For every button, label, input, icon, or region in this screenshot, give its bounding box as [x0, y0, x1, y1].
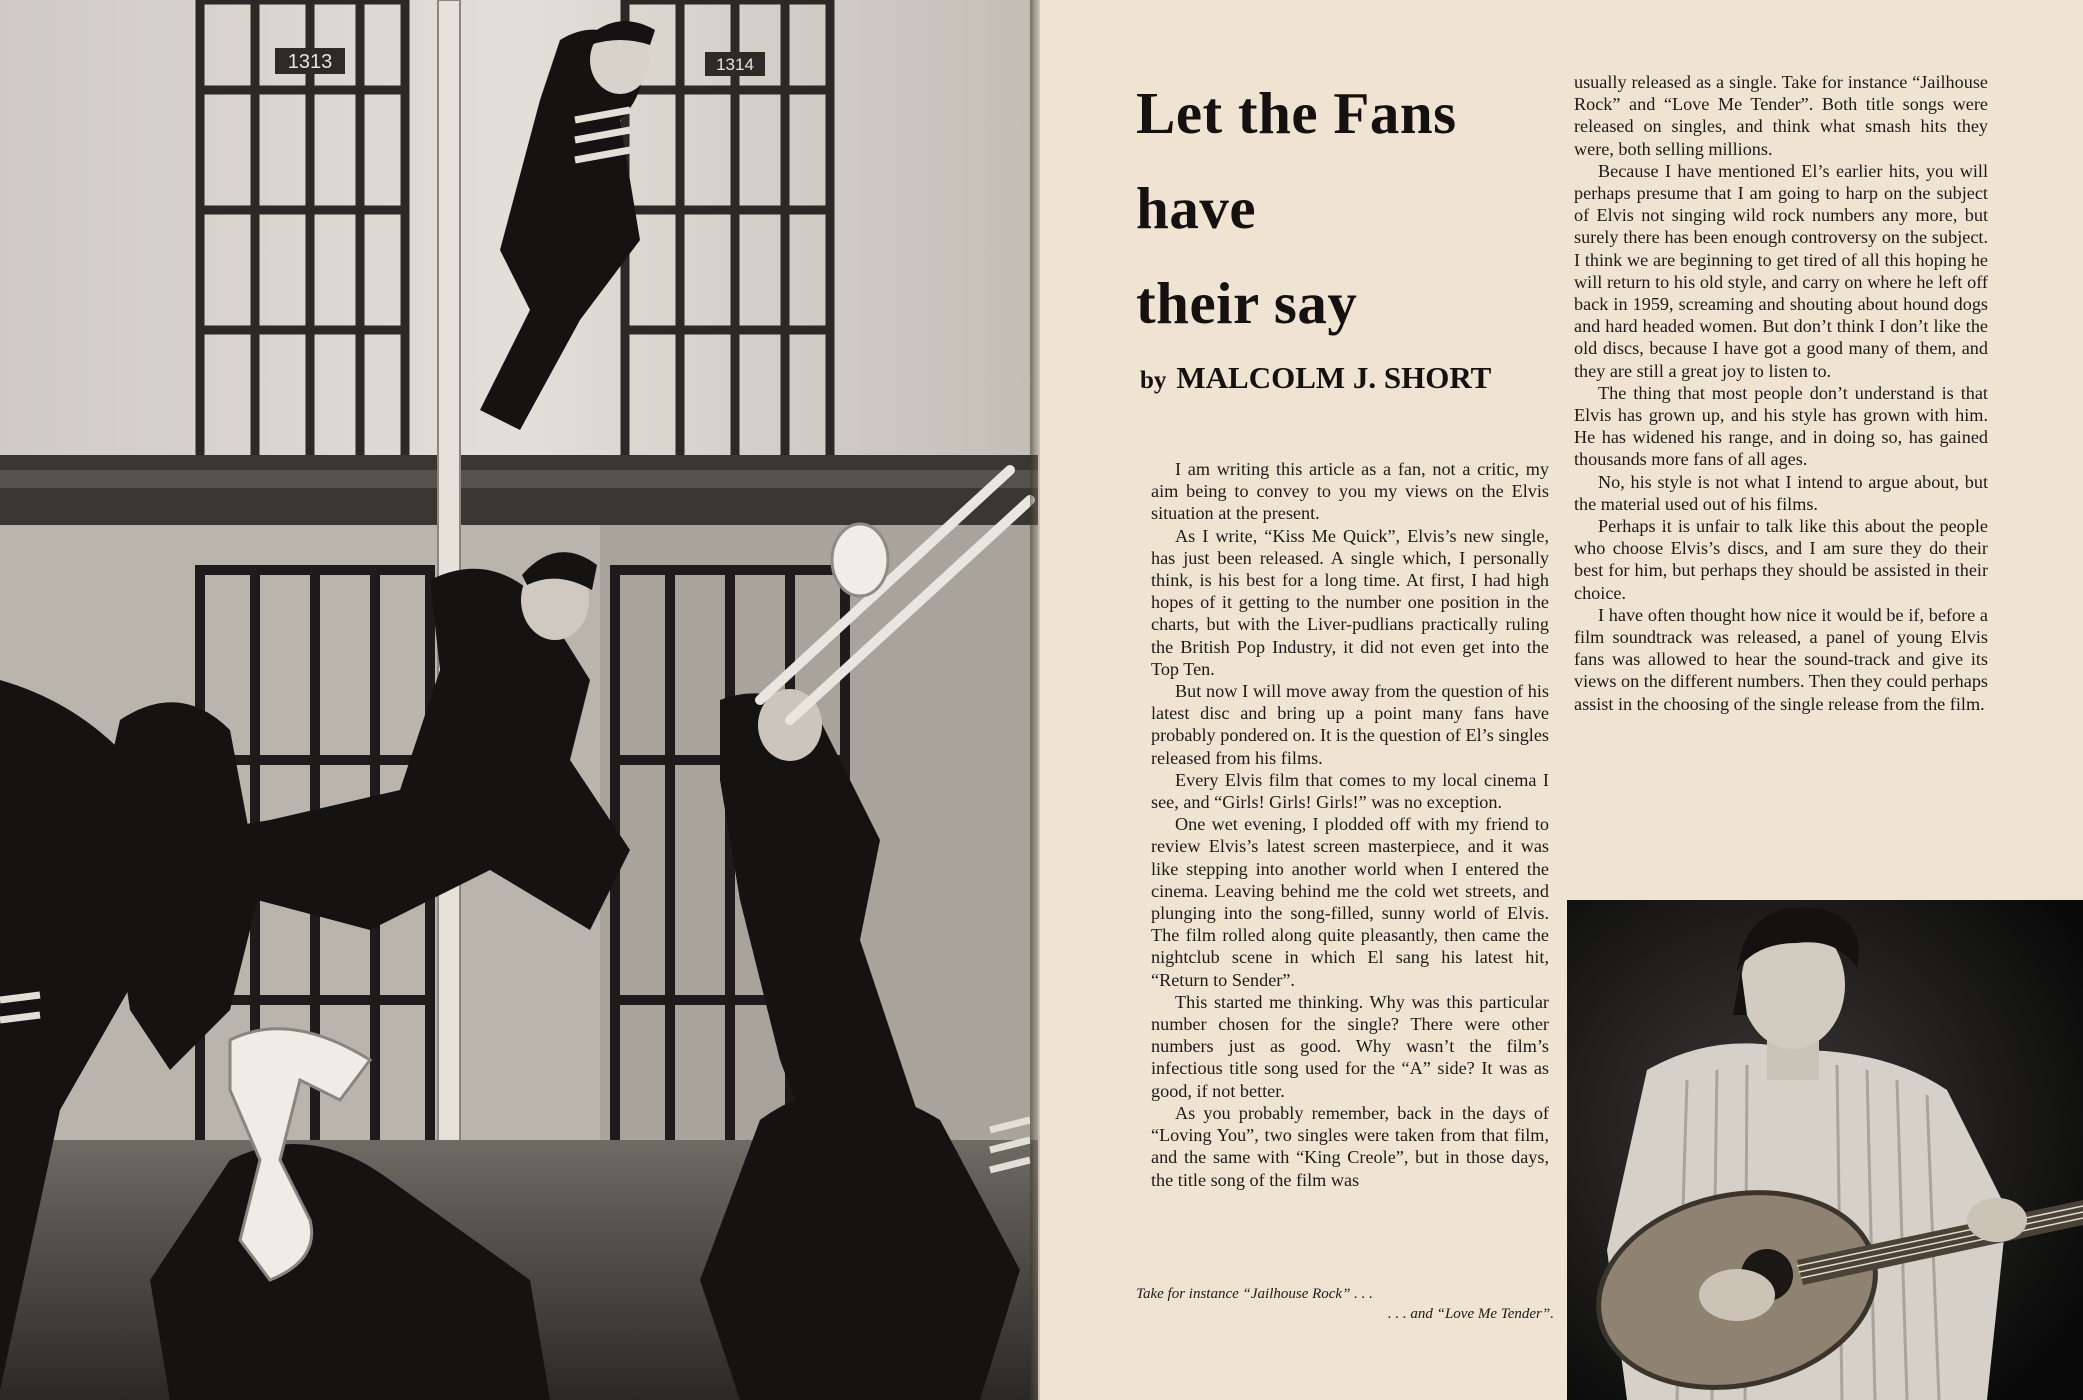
author-name: MALCOLM J. SHORT	[1176, 360, 1492, 395]
paragraph-continued: usually released as a single. Take for instance “Jailhouse Rock” and “Love Me Tender”. Both title songs were released on singles, and think what smash hits they were, both selling millions.	[1574, 72, 1988, 159]
article-column-left	[1151, 458, 1549, 1191]
jailhouse-rock-photo	[0, 0, 1038, 1400]
paragraph: This started me thinking. Why was this particular number chosen for the single? There were other numbers just as good. Why wasn’t the film’s infectious title song used for the “A” side? It was as good, if not better.	[1151, 991, 1549, 1101]
caption-line-2: . . . and “Love Me Tender”.	[1387, 1306, 1554, 1322]
paragraph: One wet evening, I plodded off with my friend to review Elvis’s latest screen masterpiece, and it was like stepping into another world when I entered the cinema. Leaving behind me the cold wet streets, and plunging into the song-filled, sunny world of Elvis. The film rolled along quite pleasantly, then came the nightclub scene in which El sang his latest hit, “Return to Sender”.	[1151, 814, 1549, 990]
paragraph: The thing that most people don’t understand is that Elvis has grown up, and his style has grown with him. He has widened his range, and in doing so, has gained thousands more fans of all ages.	[1574, 382, 1988, 470]
paragraph: Because I have mentioned El’s earlier hits, you will perhaps presume that I am going to harp on the subject of Elvis not singing wild rock numbers any more, but surely there has been enough controversy on the subject. I think we are beginning to get tired of all this hoping he will return to his old style, and carry on where he left off back in 1959, screaming and shouting about hound dogs and hard headed women. But don’t think I don’t like the old discs, because I have got a good many of them, and they are still a great joy to listen to.	[1574, 160, 1988, 381]
paragraph: I have often thought how nice it would be if, before a film soundtrack was released, a panel of young Elvis fans was allowed to hear the sound-track and give its views on the different numbers. Then they could perhaps assist in the choosing of the single release from the film.	[1574, 604, 1988, 714]
paragraph: No, his style is not what I intend to argue about, but the material used out of his films.	[1574, 471, 1988, 514]
paragraph: As you probably remember, back in the days of “Loving You”, two singles were taken from that film, and the same with “King Creole”, but in those days, the title song of the film was	[1151, 1102, 1549, 1190]
byline	[1140, 360, 1560, 396]
photo-caption	[1136, 1284, 1554, 1324]
title-line-3: their say	[1136, 270, 1358, 336]
article-column-right	[1574, 71, 1988, 715]
elvis-guitar-illustration	[1567, 900, 2083, 1400]
paragraph: As I write, “Kiss Me Quick”, Elvis’s new single, has just been released. A single which, I personally think, is his best for a long time. At first, I had high hopes of it getting to the number one position in the charts, but with the Liver-pudlians practically ruling the British Pop Industry, it did not even get into the Top Ten.	[1151, 525, 1549, 679]
article-title	[1136, 66, 1576, 351]
paragraph: Perhaps it is unfair to talk like this about the people who choose Elvis’s discs, and I am sure they do their best for him, but perhaps they should be assisted in their choice.	[1574, 516, 1988, 603]
elvis-guitar-photo	[1567, 900, 2083, 1400]
jailhouse-scene-illustration	[0, 0, 1038, 1400]
paragraph: I am writing this article as a fan, not a critic, my aim being to convey to you my views on the Elvis situation at the present.	[1151, 459, 1549, 524]
title-line-1: Let the Fans	[1136, 80, 1457, 146]
cell-number-1313: 1313	[287, 51, 333, 73]
caption-line-1: Take for instance “Jailhouse Rock” . . .	[1136, 1286, 1373, 1302]
article-page	[1040, 0, 2083, 1400]
cell-number-1314: 1314	[716, 55, 754, 74]
paragraph: Every Elvis film that comes to my local cinema I see, and “Girls! Girls! Girls!” was no exception.	[1151, 769, 1549, 813]
paragraph: But now I will move away from the question of his latest disc and bring up a point many fans have probably pondered on. It is the question of El’s singles released from his films.	[1151, 681, 1549, 768]
title-line-2: have	[1136, 175, 1256, 241]
byline-prefix: by	[1140, 367, 1167, 394]
